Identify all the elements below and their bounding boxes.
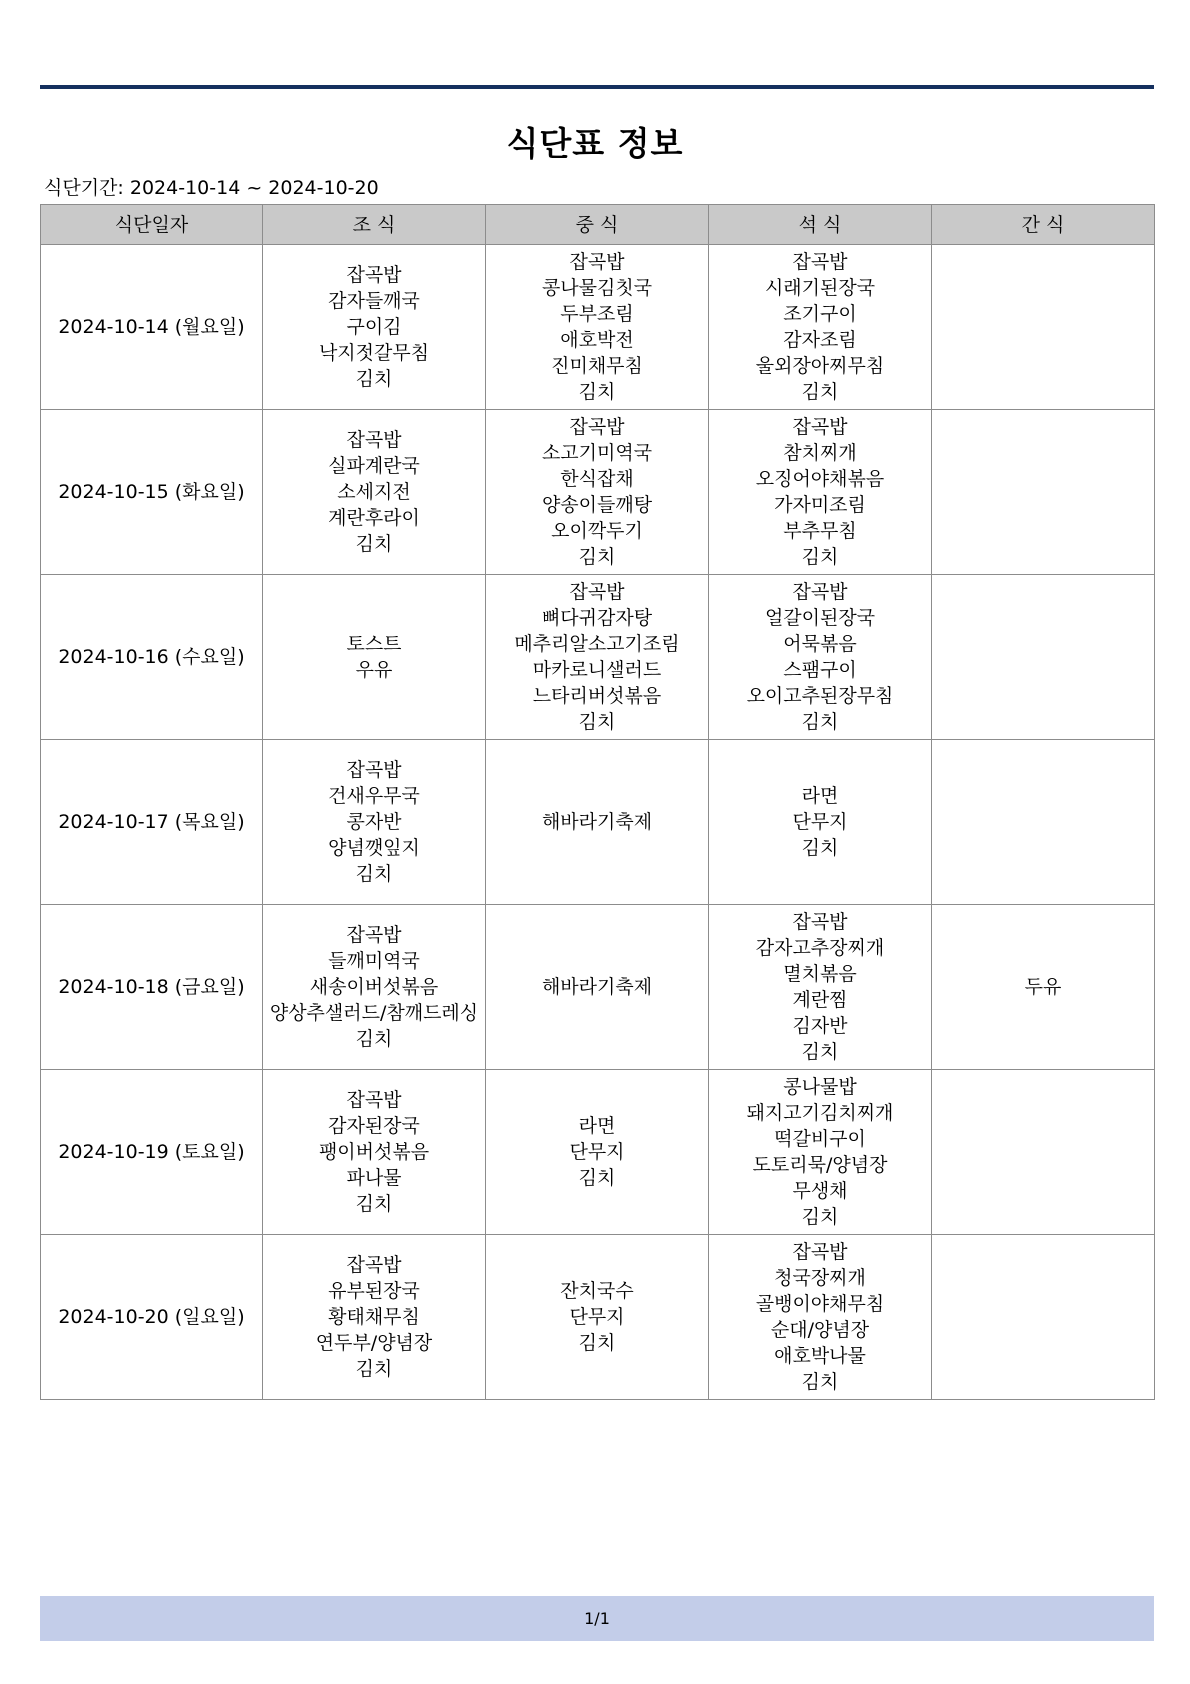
- menu-item: 라면: [801, 785, 839, 807]
- menu-item: 어묵볶음: [783, 633, 857, 655]
- menu-item: 양념깻잎지: [328, 837, 420, 859]
- page-number: 1/1: [584, 1609, 610, 1628]
- table-row: [41, 905, 1155, 1070]
- snack-cell: [932, 1070, 1155, 1235]
- menu-item: 양송이들깨탕: [541, 494, 653, 516]
- menu-item: 조기구이: [783, 303, 857, 325]
- menu-item: 잡곡밥: [792, 416, 848, 438]
- menu-item: 돼지고기김치찌개: [746, 1102, 894, 1124]
- date-cell: 2024-10-15 (화요일): [41, 410, 263, 575]
- menu-item: 계란후라이: [328, 507, 420, 529]
- menu-item: 김치: [801, 381, 839, 403]
- breakfast-cell: [263, 1235, 486, 1400]
- menu-item: 애호박나물: [774, 1345, 866, 1367]
- breakfast-cell: [263, 245, 486, 410]
- menu-item: 단무지: [569, 1141, 625, 1163]
- snack-cell: [932, 740, 1155, 905]
- header-lunch: 중 식: [486, 205, 709, 245]
- menu-item: 시래기된장국: [764, 277, 876, 299]
- menu-item: 떡갈비구이: [774, 1128, 866, 1150]
- header-date: 식단일자: [41, 205, 263, 245]
- menu-item: 김치: [578, 381, 616, 403]
- menu-item: 단무지: [569, 1306, 625, 1328]
- menu-item: 김치: [578, 1167, 616, 1189]
- dinner-cell: [709, 245, 932, 410]
- menu-item: 멸치볶음: [783, 963, 857, 985]
- menu-item: 감자고추장찌개: [755, 937, 885, 959]
- snack-cell: [932, 905, 1155, 1070]
- menu-item: 유부된장국: [328, 1280, 420, 1302]
- menu-item: 김치: [355, 1193, 393, 1215]
- menu-item: 들깨미역국: [328, 950, 420, 972]
- menu-item: 소고기미역국: [541, 442, 653, 464]
- dinner-cell: [709, 575, 932, 740]
- menu-item: 김치: [578, 546, 616, 568]
- menu-item: 실파계란국: [328, 455, 420, 477]
- snack-cell: [932, 245, 1155, 410]
- table-row: [41, 575, 1155, 740]
- lunch-cell: [486, 1070, 709, 1235]
- menu-item: 김치: [578, 711, 616, 733]
- menu-item: 잡곡밥: [792, 581, 848, 603]
- menu-item: 부추무침: [783, 520, 857, 542]
- menu-item: 김치: [355, 368, 393, 390]
- lunch-cell: [486, 575, 709, 740]
- menu-item: 잡곡밥: [569, 251, 625, 273]
- menu-item: 애호박전: [560, 329, 634, 351]
- menu-item: 건새우무국: [328, 785, 420, 807]
- menu-item: 잡곡밥: [792, 1241, 848, 1263]
- menu-item: 잡곡밥: [792, 251, 848, 273]
- menu-item: 메추리알소고기조림: [514, 633, 680, 655]
- menu-item: 낙지젓갈무침: [318, 342, 430, 364]
- menu-item: 잡곡밥: [346, 1254, 402, 1276]
- menu-item: 콩나물김칫국: [541, 277, 653, 299]
- menu-item: 김치: [355, 863, 393, 885]
- date-cell: 2024-10-17 (목요일): [41, 740, 263, 905]
- menu-item: 소세지전: [337, 481, 411, 503]
- table-row: [41, 410, 1155, 575]
- menu-item: 콩나물밥: [783, 1076, 857, 1098]
- menu-item: 잡곡밥: [346, 924, 402, 946]
- menu-item: 스팸구이: [783, 659, 857, 681]
- menu-item: 김치: [355, 1358, 393, 1380]
- menu-item: 콩자반: [346, 811, 402, 833]
- menu-item: 팽이버섯볶음: [318, 1141, 430, 1163]
- date-cell: 2024-10-14 (월요일): [41, 245, 263, 410]
- dinner-cell: [709, 410, 932, 575]
- table-row: [41, 1070, 1155, 1235]
- table-row: [41, 1235, 1155, 1400]
- menu-item: 잔치국수: [560, 1280, 634, 1302]
- menu-item: 김치: [355, 533, 393, 555]
- menu-item: 김치: [801, 1041, 839, 1063]
- dinner-cell: [709, 740, 932, 905]
- breakfast-cell: [263, 410, 486, 575]
- header-snack: 간 식: [932, 205, 1155, 245]
- menu-item: 오이고추된장무침: [746, 685, 894, 707]
- table-row: [41, 740, 1155, 905]
- menu-item: 토스트: [346, 633, 402, 655]
- menu-item: 해바라기축제: [541, 976, 653, 998]
- menu-item: 울외장아찌무침: [755, 355, 885, 377]
- menu-item: 감자된장국: [328, 1115, 420, 1137]
- menu-item: 김치: [801, 546, 839, 568]
- breakfast-cell: [263, 1070, 486, 1235]
- menu-item: 김치: [801, 1371, 839, 1393]
- menu-item: 구이김: [346, 316, 402, 338]
- menu-item: 뼈다귀감자탕: [541, 607, 653, 629]
- menu-item: 잡곡밥: [346, 429, 402, 451]
- breakfast-cell: [263, 905, 486, 1070]
- menu-item: 단무지: [792, 811, 848, 833]
- menu-item: 양상추샐러드/참깨드레싱: [269, 1002, 479, 1024]
- menu-item: 순대/양념장: [770, 1319, 870, 1341]
- menu-item: 김치: [578, 1332, 616, 1354]
- menu-item: 오이깍두기: [551, 520, 643, 542]
- menu-item: 김치: [355, 1028, 393, 1050]
- page-title: 식단표 정보: [506, 124, 684, 163]
- menu-item: 잡곡밥: [569, 581, 625, 603]
- menu-item: 잡곡밥: [792, 911, 848, 933]
- menu-item: 김치: [801, 711, 839, 733]
- menu-item: 잡곡밥: [569, 416, 625, 438]
- menu-item: 해바라기축제: [541, 811, 653, 833]
- dinner-cell: [709, 905, 932, 1070]
- lunch-cell: [486, 245, 709, 410]
- meal-period: 식단기간: 2024-10-14 ~ 2024-10-20: [44, 177, 379, 199]
- menu-item: 한식잡채: [560, 468, 634, 490]
- dinner-cell: [709, 1070, 932, 1235]
- menu-item: 감자조림: [783, 329, 857, 351]
- header-breakfast: 조 식: [263, 205, 486, 245]
- snack-cell: [932, 410, 1155, 575]
- menu-item: 감자들깨국: [328, 290, 420, 312]
- dinner-cell: [709, 1235, 932, 1400]
- menu-item: 청국장찌개: [774, 1267, 866, 1289]
- header-dinner: 석 식: [709, 205, 932, 245]
- menu-item: 골뱅이야채무침: [755, 1293, 885, 1315]
- menu-item: 얼갈이된장국: [764, 607, 876, 629]
- table-body: [41, 245, 1155, 1400]
- menu-item: 느타리버섯볶음: [532, 685, 662, 707]
- date-cell: 2024-10-20 (일요일): [41, 1235, 263, 1400]
- menu-item: 두부조림: [560, 303, 634, 325]
- breakfast-cell: [263, 740, 486, 905]
- menu-item: 오징어야채볶음: [755, 468, 885, 490]
- breakfast-cell: [263, 575, 486, 740]
- menu-item: 진미채무침: [551, 355, 643, 377]
- date-cell: 2024-10-18 (금요일): [41, 905, 263, 1070]
- lunch-cell: [486, 905, 709, 1070]
- menu-item: 라면: [578, 1115, 616, 1137]
- menu-item: 황태채무침: [328, 1306, 420, 1328]
- snack-cell: [932, 575, 1155, 740]
- lunch-cell: [486, 1235, 709, 1400]
- page-footer: [40, 1596, 1154, 1641]
- menu-item: 새송이버섯볶음: [309, 976, 439, 998]
- menu-item: 김자반: [792, 1015, 848, 1037]
- top-divider-bar: [40, 85, 1154, 89]
- menu-item: 연두부/양념장: [315, 1332, 433, 1354]
- menu-item: 가자미조림: [774, 494, 866, 516]
- menu-item: 무생채: [792, 1180, 848, 1202]
- menu-item: 우유: [355, 659, 393, 681]
- table-header-row: [41, 205, 1155, 245]
- menu-item: 참치찌개: [783, 442, 857, 464]
- menu-item: 잡곡밥: [346, 1089, 402, 1111]
- lunch-cell: [486, 740, 709, 905]
- meal-table: [40, 204, 1155, 1400]
- snack-cell: [932, 1235, 1155, 1400]
- menu-item: 도토리묵/양념장: [752, 1154, 888, 1176]
- lunch-cell: [486, 410, 709, 575]
- menu-item: 김치: [801, 1206, 839, 1228]
- menu-item: 마카로니샐러드: [532, 659, 662, 681]
- menu-item: 계란찜: [792, 989, 848, 1011]
- table-row: [41, 245, 1155, 410]
- menu-item: 파나물: [346, 1167, 402, 1189]
- menu-item: 김치: [801, 837, 839, 859]
- date-cell: 2024-10-19 (토요일): [41, 1070, 263, 1235]
- date-cell: 2024-10-16 (수요일): [41, 575, 263, 740]
- menu-item: 잡곡밥: [346, 264, 402, 286]
- menu-item: 잡곡밥: [346, 759, 402, 781]
- menu-item: 두유: [1024, 976, 1062, 998]
